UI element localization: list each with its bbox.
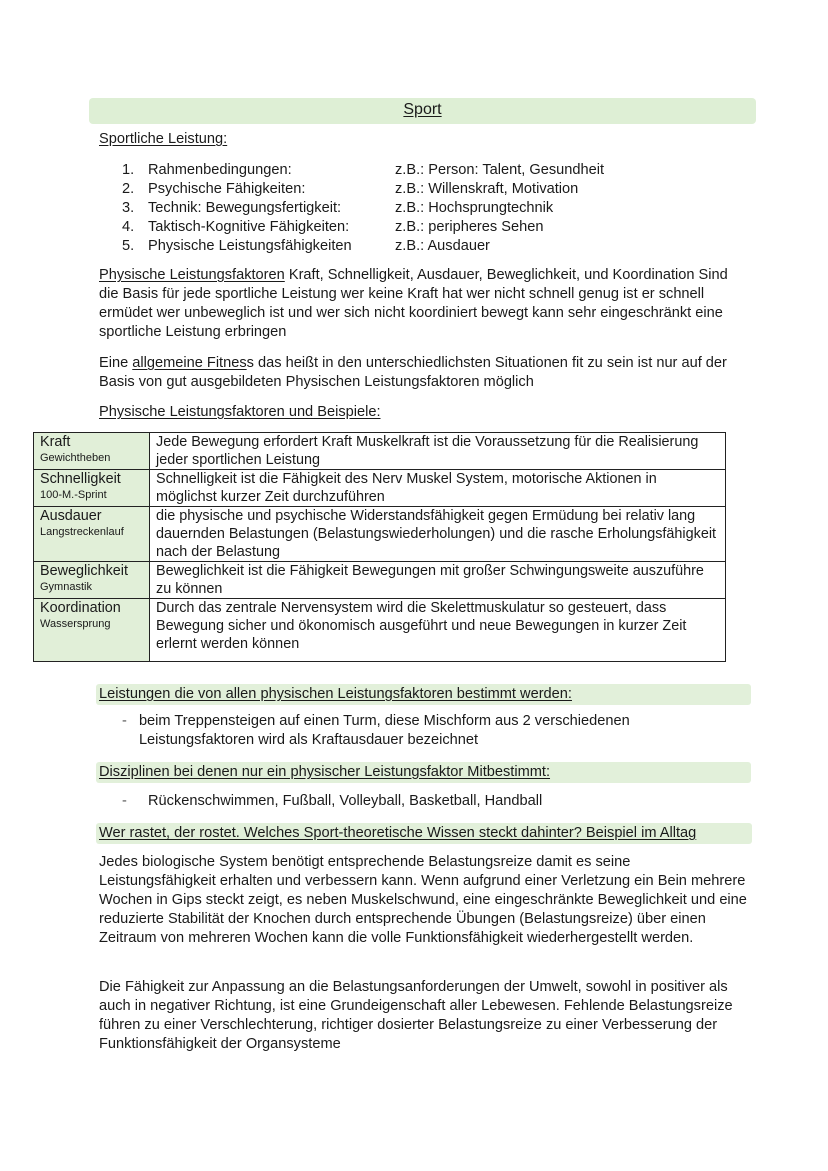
- factor-cell: [34, 562, 150, 599]
- bullet-text: beim Treppensteigen auf einen Turm, diese Mischform aus 2 verschiedenen Leistungsfaktoren wird als Kraftausdauer bezeichnet: [138, 713, 630, 748]
- factor-example: 100-M.-Sprint: [40, 489, 107, 501]
- list-example: z.B.: peripheres Sehen: [395, 219, 544, 235]
- list-number: 1.: [122, 162, 135, 178]
- paragraph-belastungsreize: Jedes biologische System benötigt entsprechende Belastungsreize damit es seine Leistungsfähigkeit erhalten und verbessern kann. Wenn aufgrund einer Verletzung ein Bein mehrere Wochen in Gips steckt zeigt, es neben Muskelschwund, eine eingeschränkte Beweglichkeit und eine reduzierte Stabilität der Knochen durch entsprechende Übungen (Belastungsreize) über einen Zeitraum von mehreren Wochen kann die volle Funktionsfähigkeit wiederhergestellt werden.: [99, 854, 747, 946]
- factor-cell: [34, 433, 150, 470]
- factor-name: Ausdauer: [40, 508, 102, 524]
- list-label: Rahmenbedingungen:: [148, 162, 292, 178]
- list-number: 2.: [122, 181, 135, 197]
- factor-example: Wassersprung: [40, 618, 111, 630]
- table-row: [34, 599, 726, 662]
- list-item: [122, 161, 604, 180]
- document-title: Sport: [403, 101, 442, 118]
- factor-name: Schnelligkeit: [40, 471, 121, 487]
- section-heading-sportliche-leistung: Sportliche Leistung:: [99, 131, 228, 147]
- factor-name: Kraft: [40, 434, 71, 450]
- factor-cell: [34, 470, 150, 507]
- bullet-item: [122, 792, 542, 811]
- list-label: Technik: Bewegungsfertigkeit:: [148, 200, 342, 216]
- factor-name: Beweglichkeit: [40, 563, 128, 579]
- table-row: [34, 507, 726, 562]
- factor-description: Jede Bewegung erfordert Kraft Muskelkraft ist die Voraussetzung für die Realisierung jeder sportlichen Leistung: [150, 433, 726, 470]
- table-row: [34, 470, 726, 507]
- bullet-text: Rückenschwimmen, Fußball, Volleyball, Basketball, Handball: [148, 793, 543, 809]
- list-example: z.B.: Person: Talent, Gesundheit: [395, 162, 605, 178]
- list-item: [122, 237, 604, 256]
- highlight-heading-alle-faktoren: [96, 684, 751, 705]
- factor-example: Gymnastik: [40, 581, 92, 593]
- factor-example: Langstreckenlauf: [40, 526, 124, 538]
- bullet-item: [122, 712, 682, 750]
- factor-description: Durch das zentrale Nervensystem wird die Skelettmuskulatur so gesteuert, dass Bewegung sicher und ökonomisch ausgeführt und neue Bewegungen in kurzer Zeit erlernt werden können: [150, 599, 726, 662]
- list-number: 3.: [122, 200, 135, 216]
- list-number: 4.: [122, 219, 135, 235]
- document-title-bar: [89, 98, 756, 124]
- table-heading: Physische Leistungsfaktoren und Beispiele:: [99, 404, 381, 420]
- list-example: z.B.: Ausdauer: [395, 238, 490, 254]
- factor-description: Schnelligkeit ist die Fähigkeit des Nerv Muskel System, motorische Aktionen in möglichst kurzer Zeit durchzuführen: [150, 470, 726, 507]
- dash-bullet-icon: -: [122, 713, 127, 729]
- factor-description: Beweglichkeit ist die Fähigkeit Bewegungen mit großer Schwingungsweite auszuführe zu können: [150, 562, 726, 599]
- paragraph-text: Eine: [99, 355, 133, 371]
- highlight-heading-wer-rastet: [96, 823, 752, 844]
- highlight-text: Leistungen die von allen physischen Leistungsfaktoren bestimmt werden:: [99, 686, 572, 702]
- paragraph-physische-leistungsfaktoren: [99, 266, 749, 342]
- paragraph-text: s das heißt in den unterschiedlichsten Situationen fit zu sein ist nur auf der Basis von gut ausgebildeten Physischen Leistungsfaktoren möglich: [99, 355, 727, 390]
- list-number: 5.: [122, 238, 135, 254]
- list-label: Physische Leistungsfähigkeiten: [148, 238, 352, 254]
- table-row: [34, 562, 726, 599]
- underlined-term: allgemeine Fitnes: [132, 355, 247, 371]
- factor-name: Koordination: [40, 600, 121, 616]
- list-item: [122, 218, 604, 237]
- list-label: Psychische Fähigkeiten:: [148, 181, 306, 197]
- highlight-text: Wer rastet, der rostet. Welches Sport-theoretische Wissen steckt dahinter? Beispiel im Alltag: [99, 825, 697, 841]
- dash-bullet-icon: -: [122, 793, 127, 809]
- list-item: [122, 180, 604, 199]
- list-label: Taktisch-Kognitive Fähigkeiten:: [148, 219, 350, 235]
- table-row: [34, 433, 726, 470]
- factor-example: Gewichtheben: [40, 452, 111, 464]
- list-item: [122, 199, 604, 218]
- factor-description: die physische und psychische Widerstandsfähigkeit gegen Ermüdung bei relativ lang dauernden Belastungen (Belastungswiederholungen) und die rasche Erholungsfähigkeit nach der Belastung: [150, 507, 726, 562]
- paragraph-allgemeine-fitness: [99, 354, 749, 392]
- performance-list: [122, 161, 604, 256]
- highlight-text: Disziplinen bei denen nur ein physischer Leistungsfaktor Mitbestimmt:: [99, 764, 551, 780]
- list-example: z.B.: Hochsprungtechnik: [395, 200, 554, 216]
- highlight-heading-ein-faktor: [96, 762, 751, 783]
- list-example: z.B.: Willenskraft, Motivation: [395, 181, 579, 197]
- factor-cell: [34, 599, 150, 662]
- underlined-term: Physische Leistungsfaktoren: [99, 267, 285, 283]
- paragraph-text: Kraft, Schnelligkeit, Ausdauer, Beweglichkeit, und Koordination Sind die Basis für jede sportliche Leistung wer keine Kraft hat wer nicht schnell genug ist er schnell ermüdet wer unbeweglich ist und wer sich nicht koordiniert bewegt kann sehr eingeschränkt eine sportliche Leistung erbringen: [99, 267, 728, 340]
- paragraph-anpassung: Die Fähigkeit zur Anpassung an die Belastungsanforderungen der Umwelt, sowohl in positiver als auch in negativer Richtung, ist eine Grundeigenschaft aller Lebewesen. Fehlende Belastungsreize führen zu einer Verschlechterung, richtiger dosierter Belastungsreize zu einer Verbesserung der Funktionsfähigkeit der Organsysteme: [99, 979, 733, 1052]
- factor-cell: [34, 507, 150, 562]
- factors-table: [33, 432, 726, 662]
